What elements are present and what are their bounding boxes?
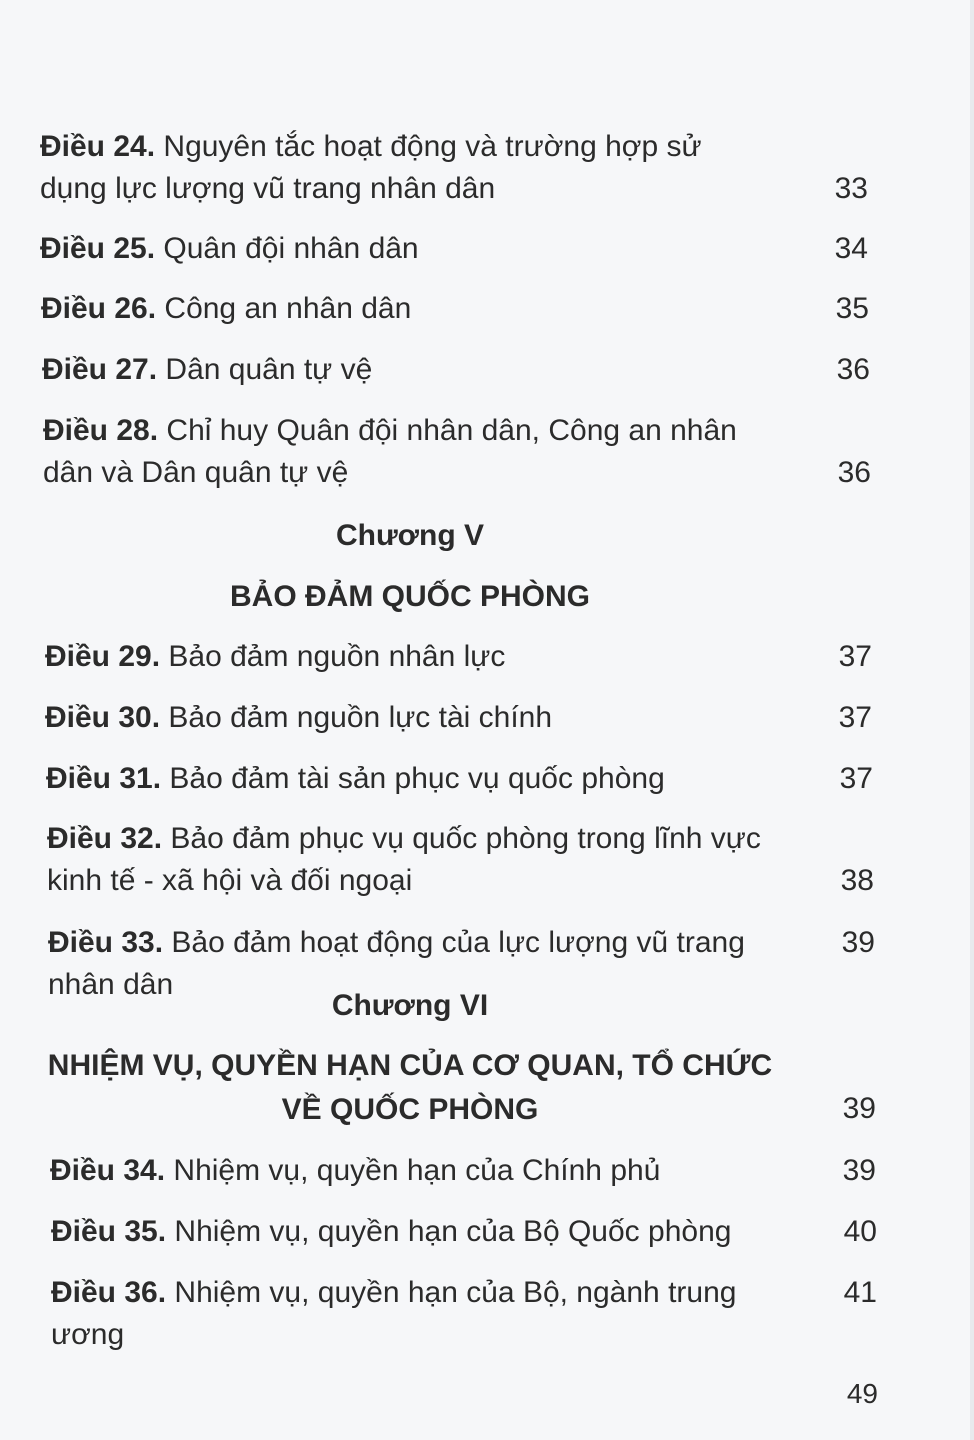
- page-number: 38: [840, 864, 874, 897]
- page-number: 36: [837, 456, 871, 489]
- article-title: Công an nhân dân: [156, 292, 412, 325]
- page-number: 35: [835, 292, 869, 325]
- page-number: 37: [838, 640, 872, 673]
- article-title: Bảo đảm phục vụ quốc phòng trong lĩnh vực kinh tế - xã hội và đối ngoại: [47, 822, 761, 897]
- article-number: Điều 27.: [42, 353, 158, 386]
- page-number: 37: [838, 701, 872, 734]
- page-number: 39: [842, 1154, 876, 1187]
- article-title: Bảo đảm hoạt động của lực lượng vũ trang nhân dân: [48, 926, 745, 1001]
- page-number: 41: [843, 1276, 877, 1309]
- article-number: Điều 25.: [40, 232, 156, 265]
- article-number: Điều 36.: [51, 1276, 167, 1309]
- chapter-5-label: Chương V: [335, 519, 485, 552]
- page-number: 37: [839, 762, 873, 795]
- article-number: Điều 28.: [43, 414, 159, 447]
- article-number: Điều 34.: [50, 1154, 166, 1187]
- article-number: Điều 30.: [45, 701, 161, 734]
- article-title: Dân quân tự vệ: [157, 353, 373, 386]
- article-title: Nguyên tắc hoạt động và trường hợp sử dụng lực lượng vũ trang nhân dân: [40, 130, 702, 205]
- article-number: Điều 33.: [48, 926, 164, 959]
- page-number: 33: [834, 172, 868, 205]
- article-number: Điều 32.: [47, 822, 163, 855]
- article-title: Bảo đảm nguồn lực tài chính: [160, 701, 553, 734]
- article-title: Nhiệm vụ, quyền hạn của Chính phủ: [165, 1154, 661, 1187]
- page-number: 39: [842, 1092, 876, 1125]
- page-number: 34: [834, 232, 868, 265]
- article-title: Bảo đảm tài sản phục vụ quốc phòng: [161, 762, 665, 795]
- page-number: 36: [836, 353, 870, 386]
- chapter-6-title-line-2: VỀ QUỐC PHÒNG: [281, 1093, 539, 1126]
- article-title: Quân đội nhân dân: [155, 232, 419, 265]
- page-number: 39: [841, 926, 875, 959]
- article-title: Bảo đảm nguồn nhân lực: [160, 640, 506, 673]
- article-title: Nhiệm vụ, quyền hạn của Bộ, ngành trung ương: [51, 1276, 737, 1351]
- chapter-5-title: BẢO ĐẢM QUỐC PHÒNG: [230, 580, 590, 613]
- article-number: Điều 29.: [45, 640, 161, 673]
- article-number: Điều 24.: [40, 130, 156, 163]
- chapter-6-label: Chương VI: [331, 989, 489, 1022]
- article-number: Điều 31.: [46, 762, 162, 795]
- article-number: Điều 35.: [51, 1215, 167, 1248]
- article-number: Điều 26.: [41, 292, 157, 325]
- page-edge: [970, 0, 974, 1440]
- article-title: Nhiệm vụ, quyền hạn của Bộ Quốc phòng: [166, 1215, 732, 1248]
- page-number: 40: [843, 1215, 877, 1248]
- article-title: Chỉ huy Quân đội nhân dân, Công an nhân dân và Dân quân tự vệ: [43, 414, 737, 489]
- folio-page-number: 49: [846, 1378, 878, 1409]
- chapter-6-title-line-1: NHIỆM VỤ, QUYỀN HẠN CỦA CƠ QUAN, TỔ CHỨC: [47, 1049, 773, 1082]
